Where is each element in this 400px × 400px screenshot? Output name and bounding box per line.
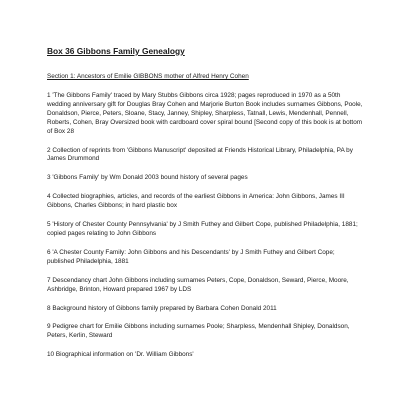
list-item-10: 10 Biographical information on 'Dr. William Gibbons' (47, 351, 194, 359)
list-item-3: 3 'Gibbons Family' by Wm Donald 2003 bound history of several pages (47, 174, 248, 182)
list-item-9: 9 Pedigree chart for Emilie Gibbons including surnames Poole; Sharpless, Mendenhall Shipley, Donaldson, Peters, Kerlin, Steward (47, 323, 350, 340)
list-item-4: 4 Collected biographies, articles, and records of the earliest Gibbons in America: John Gibbons, James III Gibbons, Charles Gibbons; in hard plastic box (47, 193, 345, 210)
list-item-7: 7 Descendancy chart John Gibbons including surnames Peters, Cope, Donaldson, Seward, Pierce, Moore, Ashbridge, Brinton, Howard prepared 1967 by LDS (47, 276, 349, 293)
section-heading: Section 1: Ancestors of Emilie GIBBONS mother of Alfred Henry Cohen (47, 73, 249, 80)
list-item-5: 5 'History of Chester County Pennsylvania' by J Smith Futhey and Gilbert Cope, published Philadelphia, 1881; copied pages relating to John Gibbons (47, 221, 358, 237)
list-item-1: 1 'The Gibbons Family' traced by Mary Stubbs Gibbons circa 1928; pages reproduced in 1970 as a 50th wedding anniversary gift for Douglas Bray Cohen and Marjorie Burton Book includes surnames Gibbons, Poole, Donaldson, Pierce, Peters, Sloane, Stacy, Janney, Shipley, Sharpless, Tatnall, Lewis, Mendenhall, Pennell, Roberts, Cohen, Bray Oversized book with cardboard cover spiral bound [Second copy of this book is at bottom of Box 28 (47, 92, 363, 135)
list-item-6: 6 'A Chester County Family: John Gibbons and his Descendants' by J Smith Futhey and Gilbert Cope; published Philadelphia, 1881 (47, 248, 335, 265)
document-content (47, 46, 363, 370)
list-item-8: 8 Background history of Gibbons family prepared by Barbara Cohen Donald 2011 (47, 304, 277, 312)
document-title: Box 36 Gibbons Family Genealogy (47, 46, 185, 56)
list-item-2: 2 Collection of reprints from 'Gibbons Manuscript' deposited at Friends Historical Library, Philadelphia, PA by James Drummond (47, 146, 353, 163)
item-list (47, 92, 363, 360)
